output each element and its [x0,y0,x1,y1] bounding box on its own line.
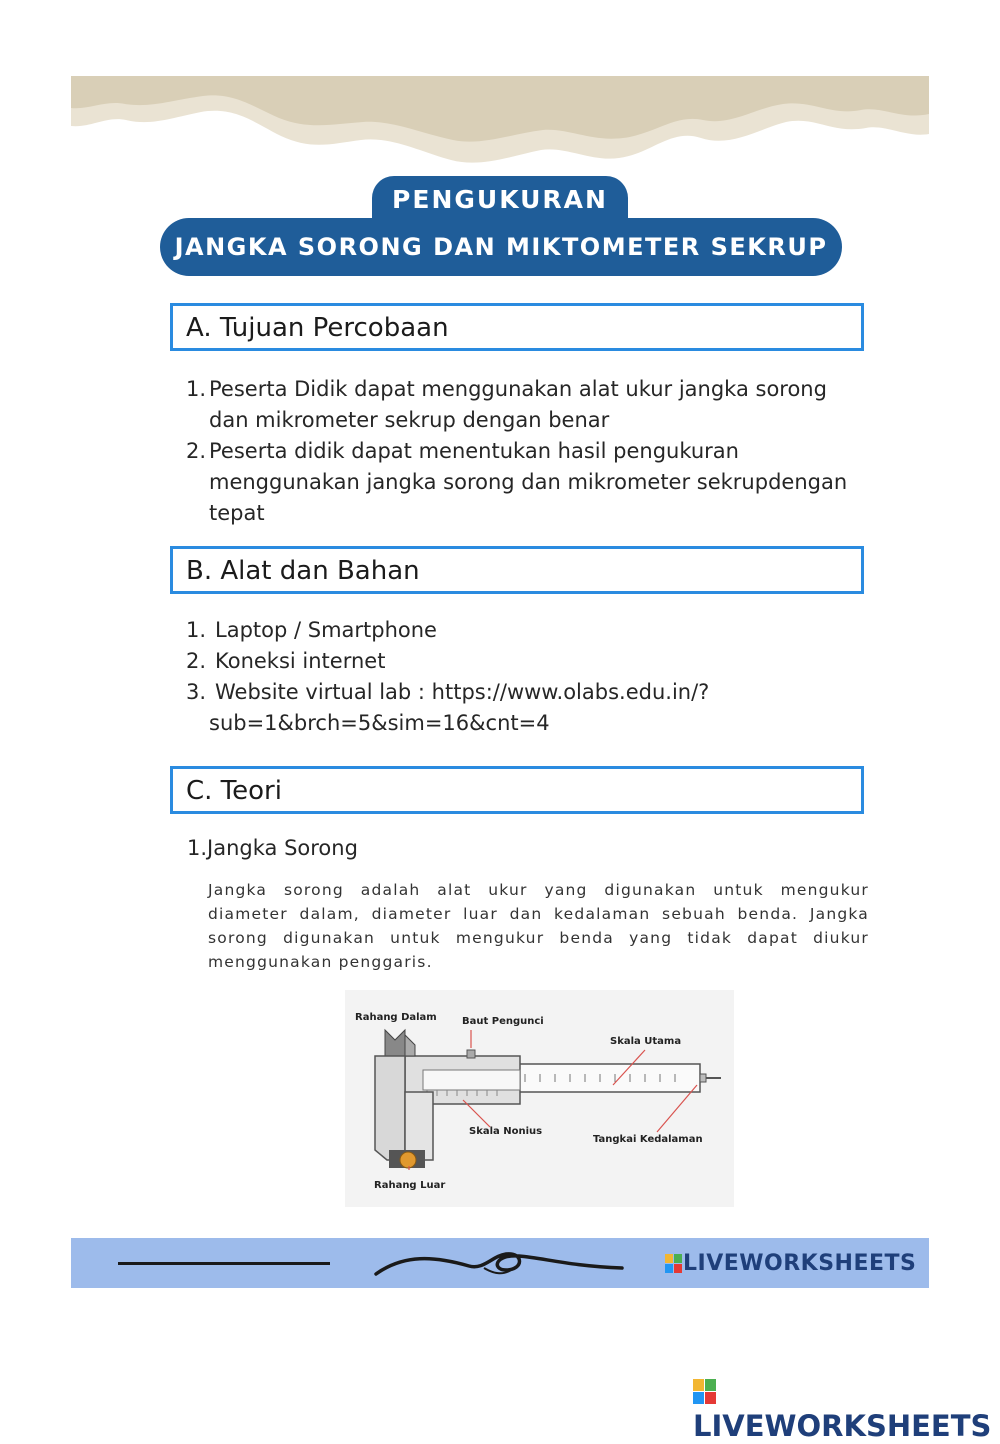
logo-blocks-icon [665,1254,683,1274]
label-rahang-luar: Rahang Luar [374,1180,446,1191]
title-line-2: JANGKA SORONG DAN MIKTOMETER SEKRUP [160,218,842,276]
list-item: 1. Peserta Didik dapat menggunakan alat ukur jangka sorong dan mikrometer sekrup dengan benar [186,377,827,432]
section-a-heading: A. Tujuan Percobaan [170,303,864,351]
vernier-caliper-diagram [345,990,734,1207]
decorative-flourish [374,1246,624,1280]
footer-divider-line [118,1262,330,1265]
decorative-wave-header [71,76,929,186]
section-b-heading: B. Alat dan Bahan [170,546,864,594]
liveworksheets-logo[interactable]: LIVEWORKSHEETS [693,1372,1000,1408]
subheading-jangka-sorong: 1.Jangka Sorong [187,836,358,860]
title-line-1: PENGUKURAN [372,176,628,232]
label-skala-utama: Skala Utama [610,1036,682,1047]
section-a-list [186,374,847,529]
theory-paragraph: Jangka sorong adalah alat ukur yang digunakan untuk mengukur diameter dalam, diameter luar dan kedalaman sebuah benda. Jangka sorong digunakan untuk mengukur benda yang tidak dapat diukur menggunakan penggaris. [208,881,869,971]
label-baut-pengunci: Baut Pengunci [462,1016,544,1027]
section-c-heading: C. Teori [170,766,864,814]
footer-liveworksheets-logo: LIVEWORKSHEETS [665,1251,916,1277]
label-rahang-dalam: Rahang Dalam [355,1012,437,1023]
logo-blocks-icon [693,1379,717,1405]
label-tangkai-kedalaman: Tangkai Kedalaman [593,1134,703,1145]
label-skala-nonius: Skala Nonius [469,1126,543,1137]
section-b-list [186,615,709,739]
list-item: 2. Peserta didik dapat menentukan hasil pengukuran menggunakan jangka sorong dan mikrometer sekrupdengan tepat [186,439,848,525]
website-link[interactable]: Website virtual lab : https://www.olabs.edu.in/? [215,680,710,704]
list-item: 3. Website virtual lab : https://www.olabs.edu.in/? sub=1&brch=5&sim=16&cnt=4 [186,677,709,739]
list-item: 2. Koneksi internet [186,649,386,673]
list-item: 1. Laptop / Smartphone [186,618,437,642]
